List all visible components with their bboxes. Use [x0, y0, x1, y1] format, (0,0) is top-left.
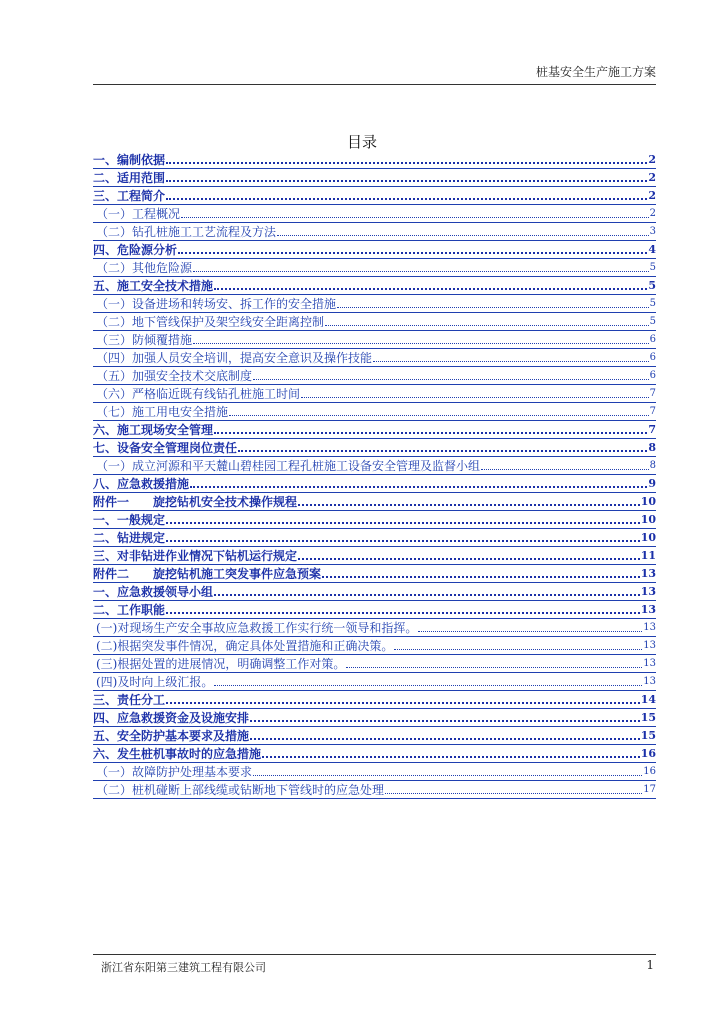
toc-entry[interactable]	[93, 241, 656, 259]
toc-entry-label: (三)根据处置的进展情况，明确调整工作对策。	[96, 657, 346, 671]
toc-entry[interactable]	[93, 493, 656, 511]
toc-entry-label: （一）工程概况	[96, 207, 181, 221]
toc-entry-page: 13	[640, 585, 656, 598]
toc-entry[interactable]	[93, 421, 656, 439]
appendix-number: 附件二	[93, 567, 130, 581]
toc-entry[interactable]	[93, 781, 656, 799]
toc-entry-page: 15	[640, 711, 656, 724]
toc-leader-dots	[262, 756, 640, 758]
toc-entry-page: 16	[640, 747, 656, 760]
toc-entry[interactable]	[93, 457, 656, 475]
toc-entry-page: 3	[649, 226, 656, 237]
toc-entry-page: 5	[648, 279, 656, 292]
toc-leader-dots	[373, 361, 649, 362]
page-header	[93, 63, 656, 85]
toc-entry-label: 三、对非钻进作业情况下钻机运行规定	[93, 549, 298, 563]
toc-entry[interactable]	[93, 583, 656, 601]
toc-entry-label: （二）桩机碰断上部线缆或钻断地下管线时的应急处理	[96, 783, 385, 797]
toc-leader-dots	[250, 720, 640, 722]
toc-entry[interactable]	[93, 547, 656, 565]
toc-entry[interactable]	[93, 691, 656, 709]
toc-entry-label: 二、工作职能	[93, 603, 166, 617]
toc-leader-dots	[193, 271, 649, 272]
toc-entry-page: 17	[643, 784, 656, 795]
toc-entry-label: 七、设备安全管理岗位责任	[93, 441, 238, 455]
toc-entry[interactable]	[93, 637, 656, 655]
toc-entry-page: 13	[640, 603, 656, 616]
footer-page-number: 1	[646, 958, 654, 972]
toc-entry[interactable]	[93, 205, 656, 223]
toc-entry-page: 7	[648, 423, 656, 436]
toc-entry-page: 13	[640, 567, 656, 580]
toc-entry[interactable]	[93, 223, 656, 241]
toc-entry-page: 4	[648, 243, 656, 256]
toc-entry[interactable]	[93, 709, 656, 727]
toc-entry-page: 10	[640, 495, 656, 508]
toc-entry-page: 2	[648, 189, 656, 202]
toc-leader-dots	[346, 667, 642, 668]
appendix-title: 旋挖钻机安全技术操作规程	[153, 495, 298, 509]
toc-entry-label: （二）其他危险源	[96, 261, 193, 275]
toc-entry-label: 五、施工安全技术措施	[93, 279, 214, 293]
toc-entry-label: 一、一般规定	[93, 513, 166, 527]
toc-entry-label: （一）设备进场和转场安、拆工作的安全措施	[96, 297, 337, 311]
toc-entry[interactable]	[93, 187, 656, 205]
toc-entry[interactable]	[93, 439, 656, 457]
toc-leader-dots	[322, 576, 640, 578]
toc-entry[interactable]	[93, 169, 656, 187]
toc-leader-dots	[166, 612, 640, 614]
table-of-contents	[93, 151, 656, 799]
toc-entry-page: 13	[643, 676, 656, 687]
toc-entry-label: （二）地下管线保护及架空线安全距离控制	[96, 315, 325, 329]
toc-entry-label: （七）施工用电安全措施	[96, 405, 229, 419]
toc-entry[interactable]	[93, 565, 656, 583]
toc-entry[interactable]	[93, 745, 656, 763]
toc-entry-page: 8	[649, 460, 656, 471]
toc-entry-label: 二、适用范围	[93, 171, 166, 185]
toc-entry-page: 8	[648, 441, 656, 454]
toc-entry-page: 7	[649, 406, 656, 417]
toc-entry-page: 2	[649, 208, 656, 219]
toc-entry[interactable]	[93, 367, 656, 385]
toc-entry-label: 八、应急救援措施	[93, 477, 190, 491]
toc-entry-page: 11	[640, 549, 656, 562]
toc-leader-dots	[325, 325, 649, 326]
toc-leader-dots	[481, 469, 649, 470]
toc-leader-dots	[166, 540, 640, 542]
toc-entry[interactable]	[93, 727, 656, 745]
toc-leader-dots	[166, 180, 647, 182]
toc-entry[interactable]	[93, 349, 656, 367]
toc-entry-label: （六）严格临近既有线钻孔桩施工时间	[96, 387, 301, 401]
toc-leader-dots	[277, 235, 649, 236]
toc-entry[interactable]	[93, 655, 656, 673]
toc-entry[interactable]	[93, 403, 656, 421]
toc-entry-page: 2	[648, 153, 656, 166]
toc-entry-page: 9	[648, 477, 656, 490]
toc-entry-label: （二）钻孔桩施工工艺流程及方法	[96, 225, 277, 239]
toc-leader-dots	[229, 415, 649, 416]
toc-leader-dots	[238, 450, 647, 452]
toc-leader-dots	[394, 649, 642, 650]
toc-entry[interactable]	[93, 763, 656, 781]
toc-entry-label: （四）加强人员安全培训，提高安全意识及操作技能	[96, 351, 373, 365]
toc-leader-dots	[298, 504, 640, 506]
toc-entry[interactable]	[93, 259, 656, 277]
toc-leader-dots	[250, 738, 640, 740]
toc-entry-page: 5	[649, 298, 656, 309]
toc-entry-page: 13	[643, 622, 656, 633]
toc-entry-label: 三、责任分工	[93, 693, 166, 707]
header-title: 桩基安全生产施工方案	[535, 65, 656, 79]
toc-leader-dots	[253, 775, 642, 776]
toc-entry[interactable]	[93, 511, 656, 529]
toc-entry-label: 二、钻进规定	[93, 531, 166, 545]
toc-entry-label	[93, 567, 321, 581]
toc-entry[interactable]	[93, 619, 656, 637]
toc-entry-page: 15	[640, 729, 656, 742]
toc-entry-label: （一）成立河源和平天麓山碧桂园工程孔桩施工设备安全管理及监督小组	[96, 459, 481, 473]
toc-entry-page: 6	[649, 334, 656, 345]
appendix-number: 附件一	[93, 495, 130, 509]
toc-entry-page: 6	[649, 352, 656, 363]
toc-leader-dots	[385, 793, 642, 794]
toc-entry-page: 13	[643, 658, 656, 669]
toc-entry-page: 10	[640, 531, 656, 544]
toc-entry-page: 16	[643, 766, 656, 777]
toc-entry-label	[93, 495, 297, 509]
toc-leader-dots	[193, 343, 649, 344]
toc-entry[interactable]	[93, 601, 656, 619]
toc-leader-dots	[253, 379, 649, 380]
toc-leader-dots	[214, 288, 647, 290]
toc-entry[interactable]	[93, 385, 656, 403]
toc-entry-label: 三、工程简介	[93, 189, 166, 203]
toc-entry-label: 六、发生桩机事故时的应急措施	[93, 747, 262, 761]
toc-entry-page: 5	[649, 262, 656, 273]
toc-leader-dots	[166, 522, 640, 524]
toc-entry[interactable]	[93, 151, 656, 169]
toc-leader-dots	[418, 631, 642, 632]
toc-entry-page: 6	[649, 370, 656, 381]
toc-entry[interactable]	[93, 475, 656, 493]
toc-entry-label: 四、应急救援资金及设施安排	[93, 711, 250, 725]
toc-entry[interactable]	[93, 673, 656, 691]
toc-entry-label: （五）加强安全技术交底制度	[96, 369, 253, 383]
toc-leader-dots	[214, 432, 647, 434]
toc-entry-label: (一)对现场生产安全事故应急救援工作实行统一领导和指挥。	[96, 621, 418, 635]
toc-entry-label: 一、编制依据	[93, 153, 166, 167]
toc-entry-page: 7	[649, 388, 656, 399]
toc-entry[interactable]	[93, 331, 656, 349]
toc-leader-dots	[214, 594, 640, 596]
toc-leader-dots	[166, 198, 647, 200]
toc-entry[interactable]	[93, 313, 656, 331]
toc-entry-page: 14	[640, 693, 656, 706]
toc-entry-label: 四、危险源分析	[93, 243, 178, 257]
toc-leader-dots	[190, 486, 647, 488]
toc-entry[interactable]	[93, 277, 656, 295]
page-footer	[93, 954, 656, 972]
toc-entry-label: (二)根据突发事件情况，确定具体处置措施和正确决策。	[96, 639, 394, 653]
toc-entry-label: (四)及时向上级汇报。	[96, 675, 214, 689]
toc-leader-dots	[337, 307, 649, 308]
toc-entry-page: 2	[648, 171, 656, 184]
toc-leader-dots	[298, 558, 640, 560]
toc-entry-page: 5	[649, 316, 656, 327]
toc-entry-label: （一）故障防护处理基本要求	[96, 765, 253, 779]
toc-leader-dots	[166, 162, 647, 164]
toc-entry-page: 13	[643, 640, 656, 651]
toc-leader-dots	[301, 397, 649, 398]
toc-leader-dots	[181, 217, 649, 218]
toc-entry-label: （三）防倾覆措施	[96, 333, 193, 347]
appendix-title: 旋挖钻机施工突发事件应急预案	[153, 567, 322, 581]
toc-entry-page: 10	[640, 513, 656, 526]
toc-title: 目录	[346, 133, 377, 151]
toc-leader-dots	[178, 252, 647, 254]
toc-entry[interactable]	[93, 529, 656, 547]
footer-company: 浙江省东阳第三建筑工程有限公司	[101, 961, 266, 974]
toc-leader-dots	[166, 702, 640, 704]
toc-entry[interactable]	[93, 295, 656, 313]
toc-entry-label: 一、应急救援领导小组	[93, 585, 214, 599]
toc-leader-dots	[214, 685, 642, 686]
toc-entry-label: 六、施工现场安全管理	[93, 423, 214, 437]
toc-entry-label: 五、安全防护基本要求及措施	[93, 729, 250, 743]
